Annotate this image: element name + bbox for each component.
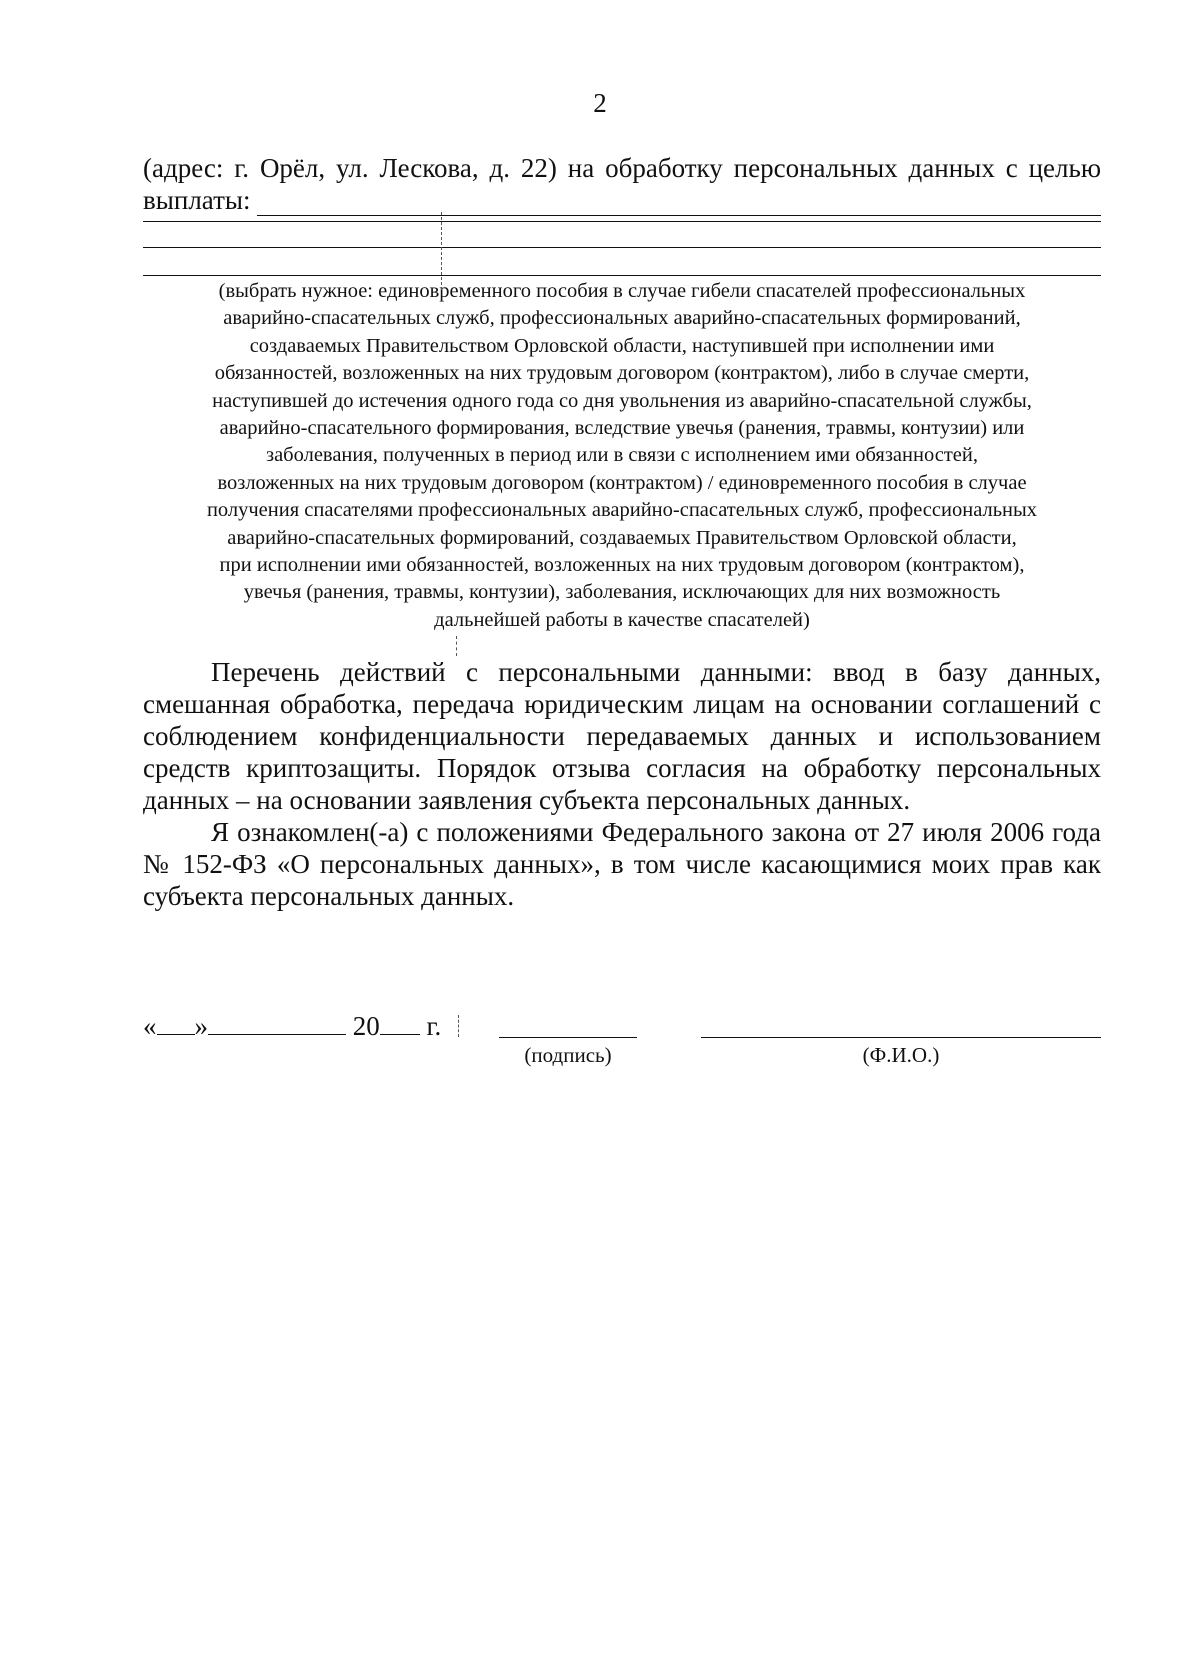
blank-line-2[interactable] [143,247,1101,248]
consent-body [143,656,1101,912]
note-line: аварийно-спасательного формирования, вследствие увечья (ранения, травмы, контузии) или [219,417,1025,440]
note-line: наступившей до истечения одного года со дня увольнения из аварийно-спасательной службы, [212,389,1032,412]
day-blank[interactable] [157,1010,195,1035]
address-line: (адрес: г. Орёл, ул. Лескова, д. 22) на обработку персональных данных с целью [143,153,1101,183]
instruction-note [140,278,1104,634]
page-number: 2 [593,88,607,118]
date-open-quote: « [143,1011,157,1041]
blank-line-1[interactable] [143,221,1101,222]
note-line: заболевания, полученных в период или в связи с исполнением ими обязанностей, [265,444,978,467]
scan-artifact-line [456,636,457,656]
year-blank[interactable] [380,1010,420,1035]
note-line: возложенных на них трудовым договором (контрактом) / единовременного пособия в случае [217,471,1027,494]
year-prefix: 20 [352,1011,380,1041]
year-suffix: г. [426,1011,442,1041]
signature-blank[interactable] [499,1037,637,1038]
actions-paragraph: Перечень действий с персональными данными: ввод в базу данных, смешанная обработка, передача юридическим лицам на основании соглашений с соблюдением конфиденциальности передаваемых данных и использованием средств криптозащиты. Порядок отзыва согласия на обработку персональных данных – на основании заявления субъекта персональных данных. [143,657,1101,815]
blank-line-3[interactable] [143,275,1101,276]
payment-purpose-blank[interactable] [257,189,1101,216]
full-name-caption: (Ф.И.О.) [862,1043,940,1067]
scan-artifact-line [441,212,442,290]
address-block [143,152,1101,216]
note-line: создаваемых Правительством Орловской области, наступившей при исполнении ими [249,334,995,357]
date-field [143,1010,441,1042]
payment-purpose-line [143,184,1101,216]
full-name-blank[interactable] [701,1037,1101,1038]
note-line: обязанностей, возложенных на них трудовым договором (контрактом), либо в случае смерти, [214,362,1030,385]
note-line: аварийно-спасательных формирований, создаваемых Правительством Орловской области, [227,526,1017,549]
note-line: (выбрать нужное: единовременного пособия в случае гибели спасателей профессиональных [218,280,1026,302]
note-line: при исполнении ими обязанностей, возложенных на них трудовым договором (контрактом), [219,554,1025,577]
acknowledgement-paragraph: Я ознакомлен(-а) с положениями Федерального закона от 27 июля 2006 года № 152-ФЗ «О персональных данных», в том числе касающимися моих прав как субъекта персональных данных. [143,817,1101,911]
month-blank[interactable] [208,1010,346,1035]
note-line: аварийно-спасательных служб, профессиональных аварийно-спасательных формирований, [223,307,1021,330]
date-close-quote: » [194,1011,208,1041]
signature-caption: (подпись) [524,1043,612,1067]
payment-purpose-label: выплаты: [143,185,251,215]
note-line: получения спасателями профессиональных аварийно-спасательных служб, профессиональных [206,499,1038,522]
note-line: дальнейшей работы в качестве спасателей) [434,608,810,631]
scan-artifact-line [458,1015,459,1037]
note-line: увечья (ранения, травмы, контузии), заболевания, исключающих для них возможность [243,581,1001,604]
